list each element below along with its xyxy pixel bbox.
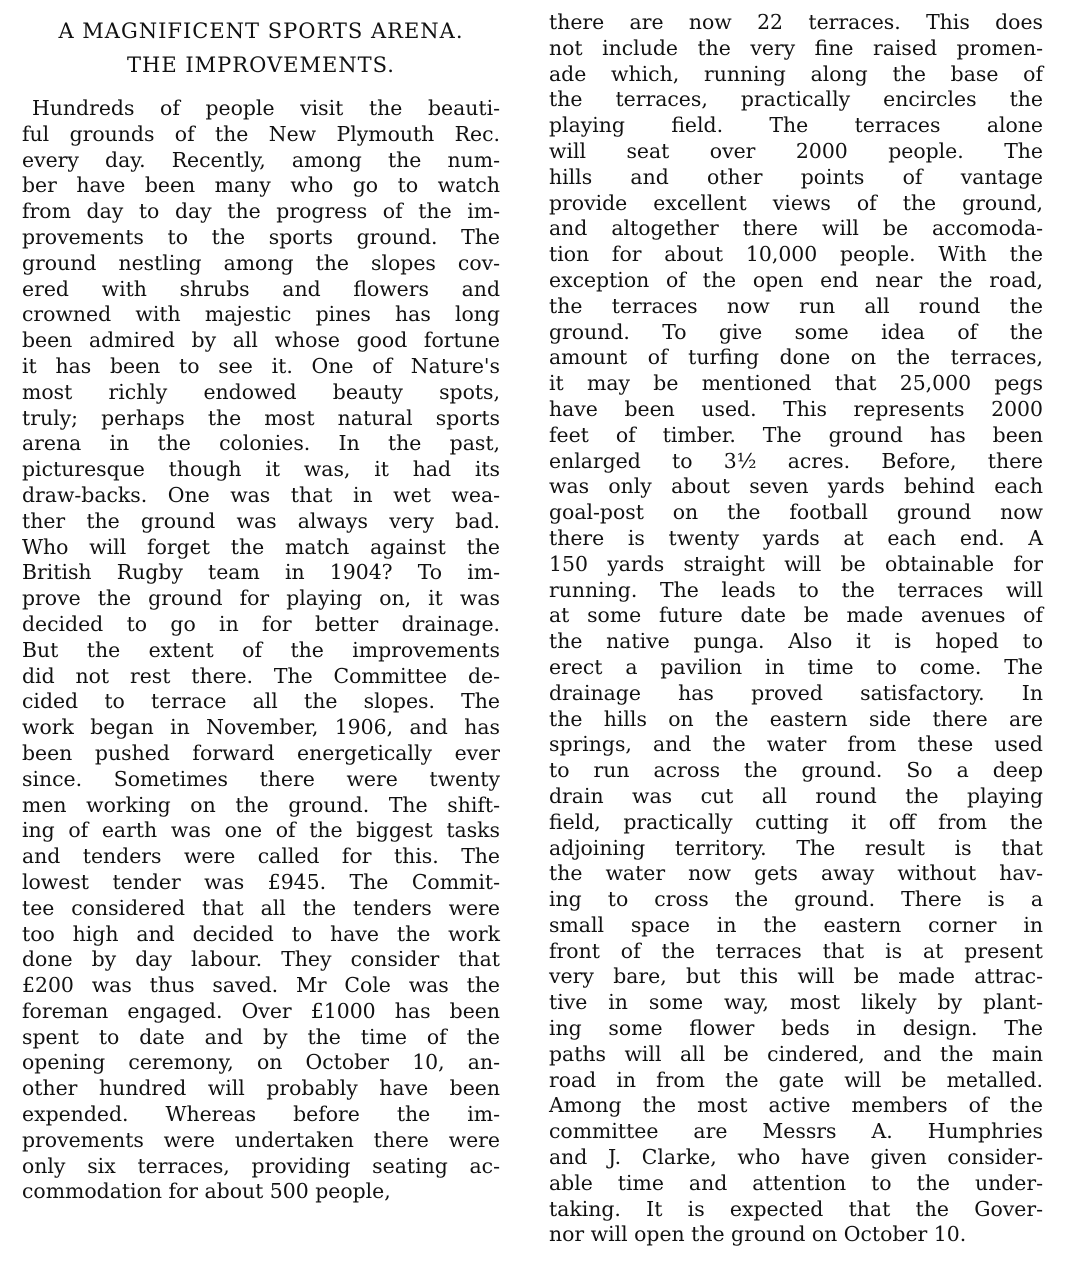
text-line: and altogether there will be accomoda-	[549, 216, 1043, 241]
text-line: front of the terraces that is at present	[549, 938, 1043, 963]
text-line: very bare, but this will be made attrac-	[549, 964, 1043, 989]
text-line: arena in the colonies. In the past,	[22, 431, 500, 456]
text-line: the native punga. Also it is hoped to	[549, 629, 1043, 654]
text-line: hills and other points of vantage	[549, 164, 1043, 189]
text-line: tee considered that all the tenders were	[22, 895, 500, 920]
text-line: at some future date be made avenues of	[549, 603, 1043, 628]
text-line: ing some flower beds in design. The	[549, 1016, 1043, 1041]
text-line: and tenders were called for this. The	[22, 844, 500, 869]
text-line: the terraces now run all round the	[549, 293, 1043, 318]
text-line: work began in November, 1906, and has	[22, 715, 500, 740]
text-line: only six terraces, providing seating ac-	[22, 1153, 500, 1178]
text-line: paths will all be cindered, and the main	[549, 1041, 1043, 1066]
text-line: nor will open the ground on October 10.	[549, 1222, 967, 1247]
text-line: been pushed forward energetically ever	[22, 740, 500, 765]
headline-line-2: THE IMPROVEMENTS.	[127, 53, 395, 77]
left-column	[22, 10, 500, 1205]
text-line: £200 was thus saved. Mr Cole was the	[22, 973, 500, 998]
text-line: to run across the ground. So a deep	[549, 758, 1043, 783]
text-line: too high and decided to have the work	[22, 921, 500, 946]
text-line: every day. Recently, among the num-	[22, 147, 500, 172]
text-line: the water now gets away without hav-	[549, 861, 1043, 886]
text-line: able time and attention to the under-	[549, 1170, 1043, 1195]
text-line: the terraces, practically encircles the	[549, 87, 1043, 112]
text-line: from day to day the progress of the im-	[22, 199, 500, 224]
text-line: Hundreds of people visit the beauti-	[32, 96, 500, 120]
text-line: there are now 22 terraces. This does	[549, 10, 1043, 34]
text-line: ade which, running along the base of	[549, 61, 1043, 86]
text-line: erect a pavilion in time to come. The	[549, 654, 1043, 679]
text-line: ground. To give some idea of the	[549, 319, 1043, 344]
text-line: the hills on the eastern side there are	[549, 706, 1043, 731]
text-line: drainage has proved satisfactory. In	[549, 680, 1043, 705]
text-line: it has been to see it. One of Nature's	[22, 353, 500, 378]
text-line: running. The leads to the terraces will	[549, 577, 1043, 602]
text-line: cided to terrace all the slopes. The	[22, 689, 500, 714]
text-line: decided to go in for better drainage.	[22, 611, 500, 636]
text-line: ing of earth was one of the biggest tasks	[22, 818, 500, 843]
left-column-text	[22, 96, 500, 1205]
text-line: field, practically cutting it off from the	[549, 809, 1043, 834]
text-line: did not rest there. The Committee de-	[22, 663, 500, 688]
text-line: springs, and the water from these used	[549, 732, 1043, 757]
text-line: provements to the sports ground. The	[22, 224, 500, 249]
text-line: commodation for about 500 people,	[22, 1179, 391, 1204]
text-line: provide excellent views of the ground,	[549, 190, 1043, 215]
text-line: there is twenty yards at each end. A	[549, 525, 1043, 550]
text-line: ther the ground was always very bad.	[22, 508, 500, 533]
text-line: enlarged to 3½ acres. Before, there	[549, 448, 1043, 473]
text-line: it may be mentioned that 25,000 pegs	[549, 371, 1043, 396]
text-line: have been used. This represents 2000	[549, 396, 1043, 421]
text-line: men working on the ground. The shift-	[22, 792, 500, 817]
text-line: and J. Clarke, who have given consider-	[549, 1145, 1043, 1170]
text-line: crowned with majestic pines has long	[22, 302, 500, 327]
text-line: ber have been many who go to watch	[22, 173, 500, 198]
text-line: done by day labour. They consider that	[22, 947, 500, 972]
text-line: ground nestling among the slopes cov-	[22, 250, 500, 275]
text-line: taking. It is expected that the Gover-	[549, 1196, 1043, 1221]
text-line: adjoining territory. The result is that	[549, 835, 1043, 860]
text-line: will seat over 2000 people. The	[549, 138, 1043, 163]
text-line: tive in some way, most likely by plant-	[549, 990, 1043, 1015]
text-line: foreman engaged. Over £1000 has been	[22, 998, 500, 1023]
text-line: ful grounds of the New Plymouth Rec.	[22, 121, 500, 146]
text-line: Among the most active members of the	[549, 1093, 1043, 1118]
text-line: tion for about 10,000 people. With the	[549, 242, 1043, 267]
text-line: drain was cut all round the playing	[549, 783, 1043, 808]
text-line: prove the ground for playing on, it was	[22, 586, 500, 611]
text-line: road in from the gate will be metalled.	[549, 1067, 1043, 1092]
text-line: exception of the open end near the road,	[549, 267, 1043, 292]
text-line: ing to cross the ground. There is a	[549, 887, 1043, 912]
right-column	[549, 10, 1043, 1248]
text-line: expended. Whereas before the im-	[22, 1102, 500, 1127]
text-line: most richly endowed beauty spots,	[22, 379, 500, 404]
text-line: British Rugby team in 1904? To im-	[22, 560, 500, 585]
headline-line-1: A MAGNIFICENT SPORTS ARENA.	[58, 19, 464, 43]
right-column-text	[549, 10, 1043, 1248]
text-line: goal-post on the football ground now	[549, 500, 1043, 525]
text-line: ered with shrubs and flowers and	[22, 276, 500, 301]
text-line: opening ceremony, on October 10, an-	[22, 1050, 500, 1075]
text-line: was only about seven yards behind each	[549, 474, 1043, 499]
text-line: provements were undertaken there were	[22, 1127, 500, 1152]
text-line: feet of timber. The ground has been	[549, 422, 1043, 447]
text-line: other hundred will probably have been	[22, 1076, 500, 1101]
text-line: draw-backs. One was that in wet wea-	[22, 482, 500, 507]
text-line: been admired by all whose good fortune	[22, 328, 500, 353]
text-line: picturesque though it was, it had its	[22, 457, 500, 482]
text-line: since. Sometimes there were twenty	[22, 766, 500, 791]
text-line: small space in the eastern corner in	[549, 912, 1043, 937]
text-line: committee are Messrs A. Humphries	[549, 1119, 1043, 1144]
text-line: 150 yards straight will be obtainable for	[549, 551, 1043, 576]
text-line: playing field. The terraces alone	[549, 113, 1043, 138]
text-line: not include the very fine raised promen-	[549, 35, 1043, 60]
text-line: Who will forget the match against the	[22, 534, 500, 559]
text-line: truly; perhaps the most natural sports	[22, 405, 500, 430]
text-line: amount of turfing done on the terraces,	[549, 345, 1043, 370]
text-line: lowest tender was £945. The Commit-	[22, 869, 500, 894]
text-line: But the extent of the improvements	[22, 637, 500, 662]
text-line: spent to date and by the time of the	[22, 1024, 500, 1049]
